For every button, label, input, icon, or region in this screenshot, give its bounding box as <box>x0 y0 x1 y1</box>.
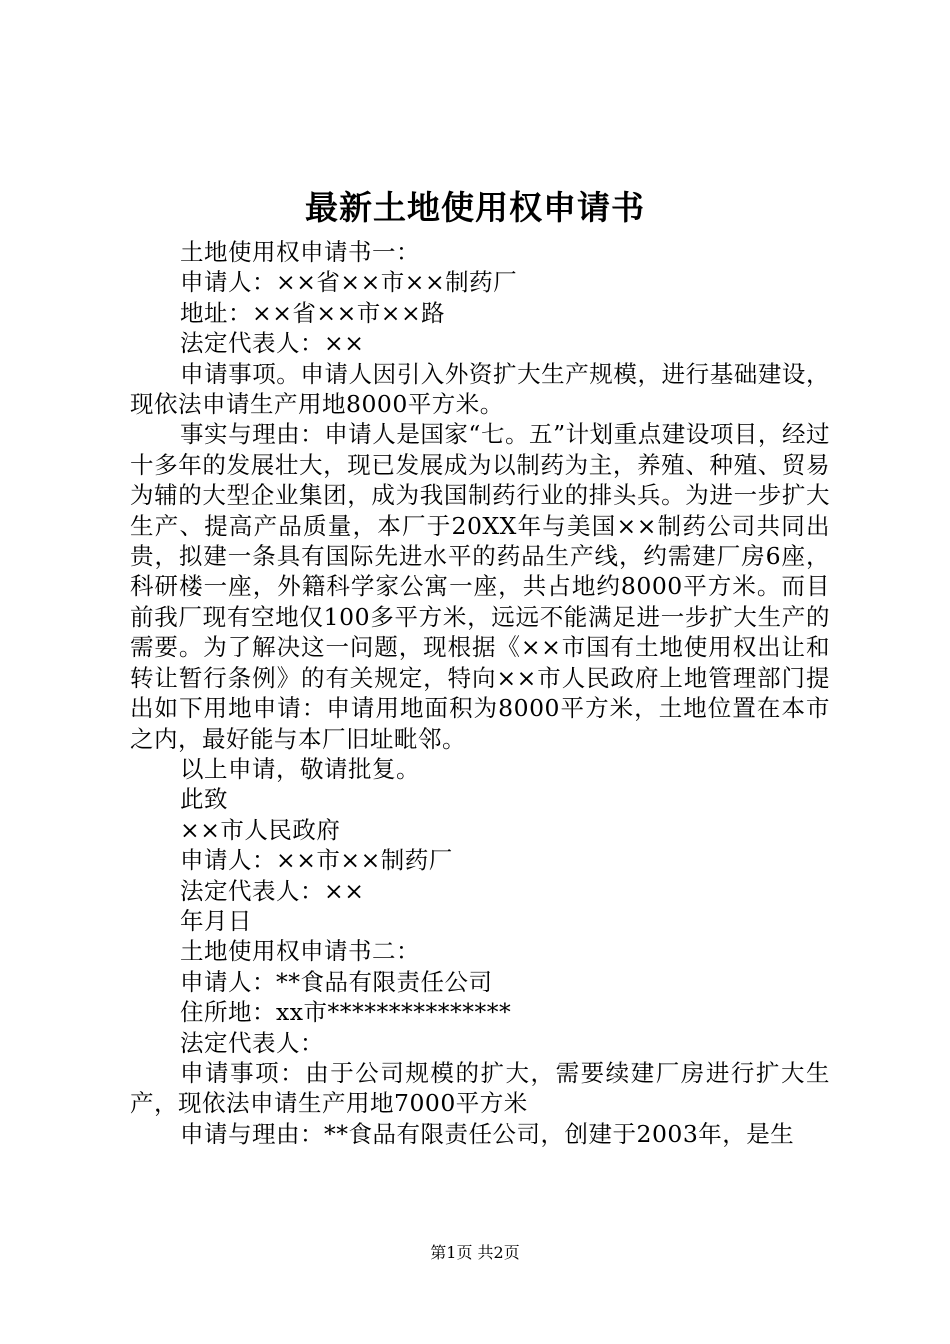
paragraph-9: ××市人民政府 <box>180 815 341 844</box>
paragraph-18: 申请与理由：**食品有限责任公司，创建于2003年，是生 <box>180 1119 795 1148</box>
paragraph-11: 法定代表人：×× <box>180 876 365 905</box>
page-footer: 第1页 共2页 <box>430 1243 520 1262</box>
paragraph-7: 以上申请，敬请批复。 <box>180 754 420 783</box>
paragraph-15: 住所地：xx市*************** <box>180 998 512 1027</box>
paragraph-17: 申请事项：由于公司规模的扩大，需要续建厂房进行扩大生产，现依法申请生产用地7000平方米 <box>130 1058 830 1118</box>
paragraph-2: 申请人：××省××市××制药厂 <box>180 268 518 297</box>
paragraph-8: 此致 <box>180 785 228 814</box>
document-title: 最新土地使用权申请书 <box>305 188 645 227</box>
paragraph-6: 事实与理由：申请人是国家“七。五”计划重点建设项目，经过十多年的发展壮大，现已发展成为以制药为主，养殖、种殖、贸易为辅的大型企业集团，成为我国制药行业的排头兵。为进一步扩大生产、提高产品质量，本厂于20XX年与美国××制药公司共同出贵，拟建一条具有国际先进水平的药品生产线，约需建厂房6座，科研楼一座，外籍科学家公寓一座，共占地约8000平方米。而目前我厂现有空地仅100多平方米，远远不能满足进一步扩大生产的需要。为了解决这一问题，现根据《××市国有土地使用权出让和转让暂行条例》的有关规定，特向××市人民政府上地管理部门提出如下用地申请：申请用地面积为8000平方米，土地位置在本市之内，最好能与本厂旧址毗邻。 <box>130 420 830 753</box>
paragraph-10: 申请人：××市××制药厂 <box>180 846 453 875</box>
paragraph-4: 法定代表人：×× <box>180 329 365 358</box>
paragraph-5: 申请事项。申请人因引入外资扩大生产规模，进行基础建设，现依法申请生产用地8000平方米。 <box>130 359 830 419</box>
paragraph-3: 地址：××省××市××路 <box>180 298 446 327</box>
paragraph-12: 年月日 <box>180 906 252 935</box>
paragraph-16: 法定代表人： <box>180 1028 324 1057</box>
paragraph-14: 申请人：**食品有限责任公司 <box>180 967 493 996</box>
paragraph-1: 土地使用权申请书一： <box>180 238 420 266</box>
document-body <box>130 237 830 1149</box>
paragraph-13: 土地使用权申请书二： <box>180 937 420 966</box>
